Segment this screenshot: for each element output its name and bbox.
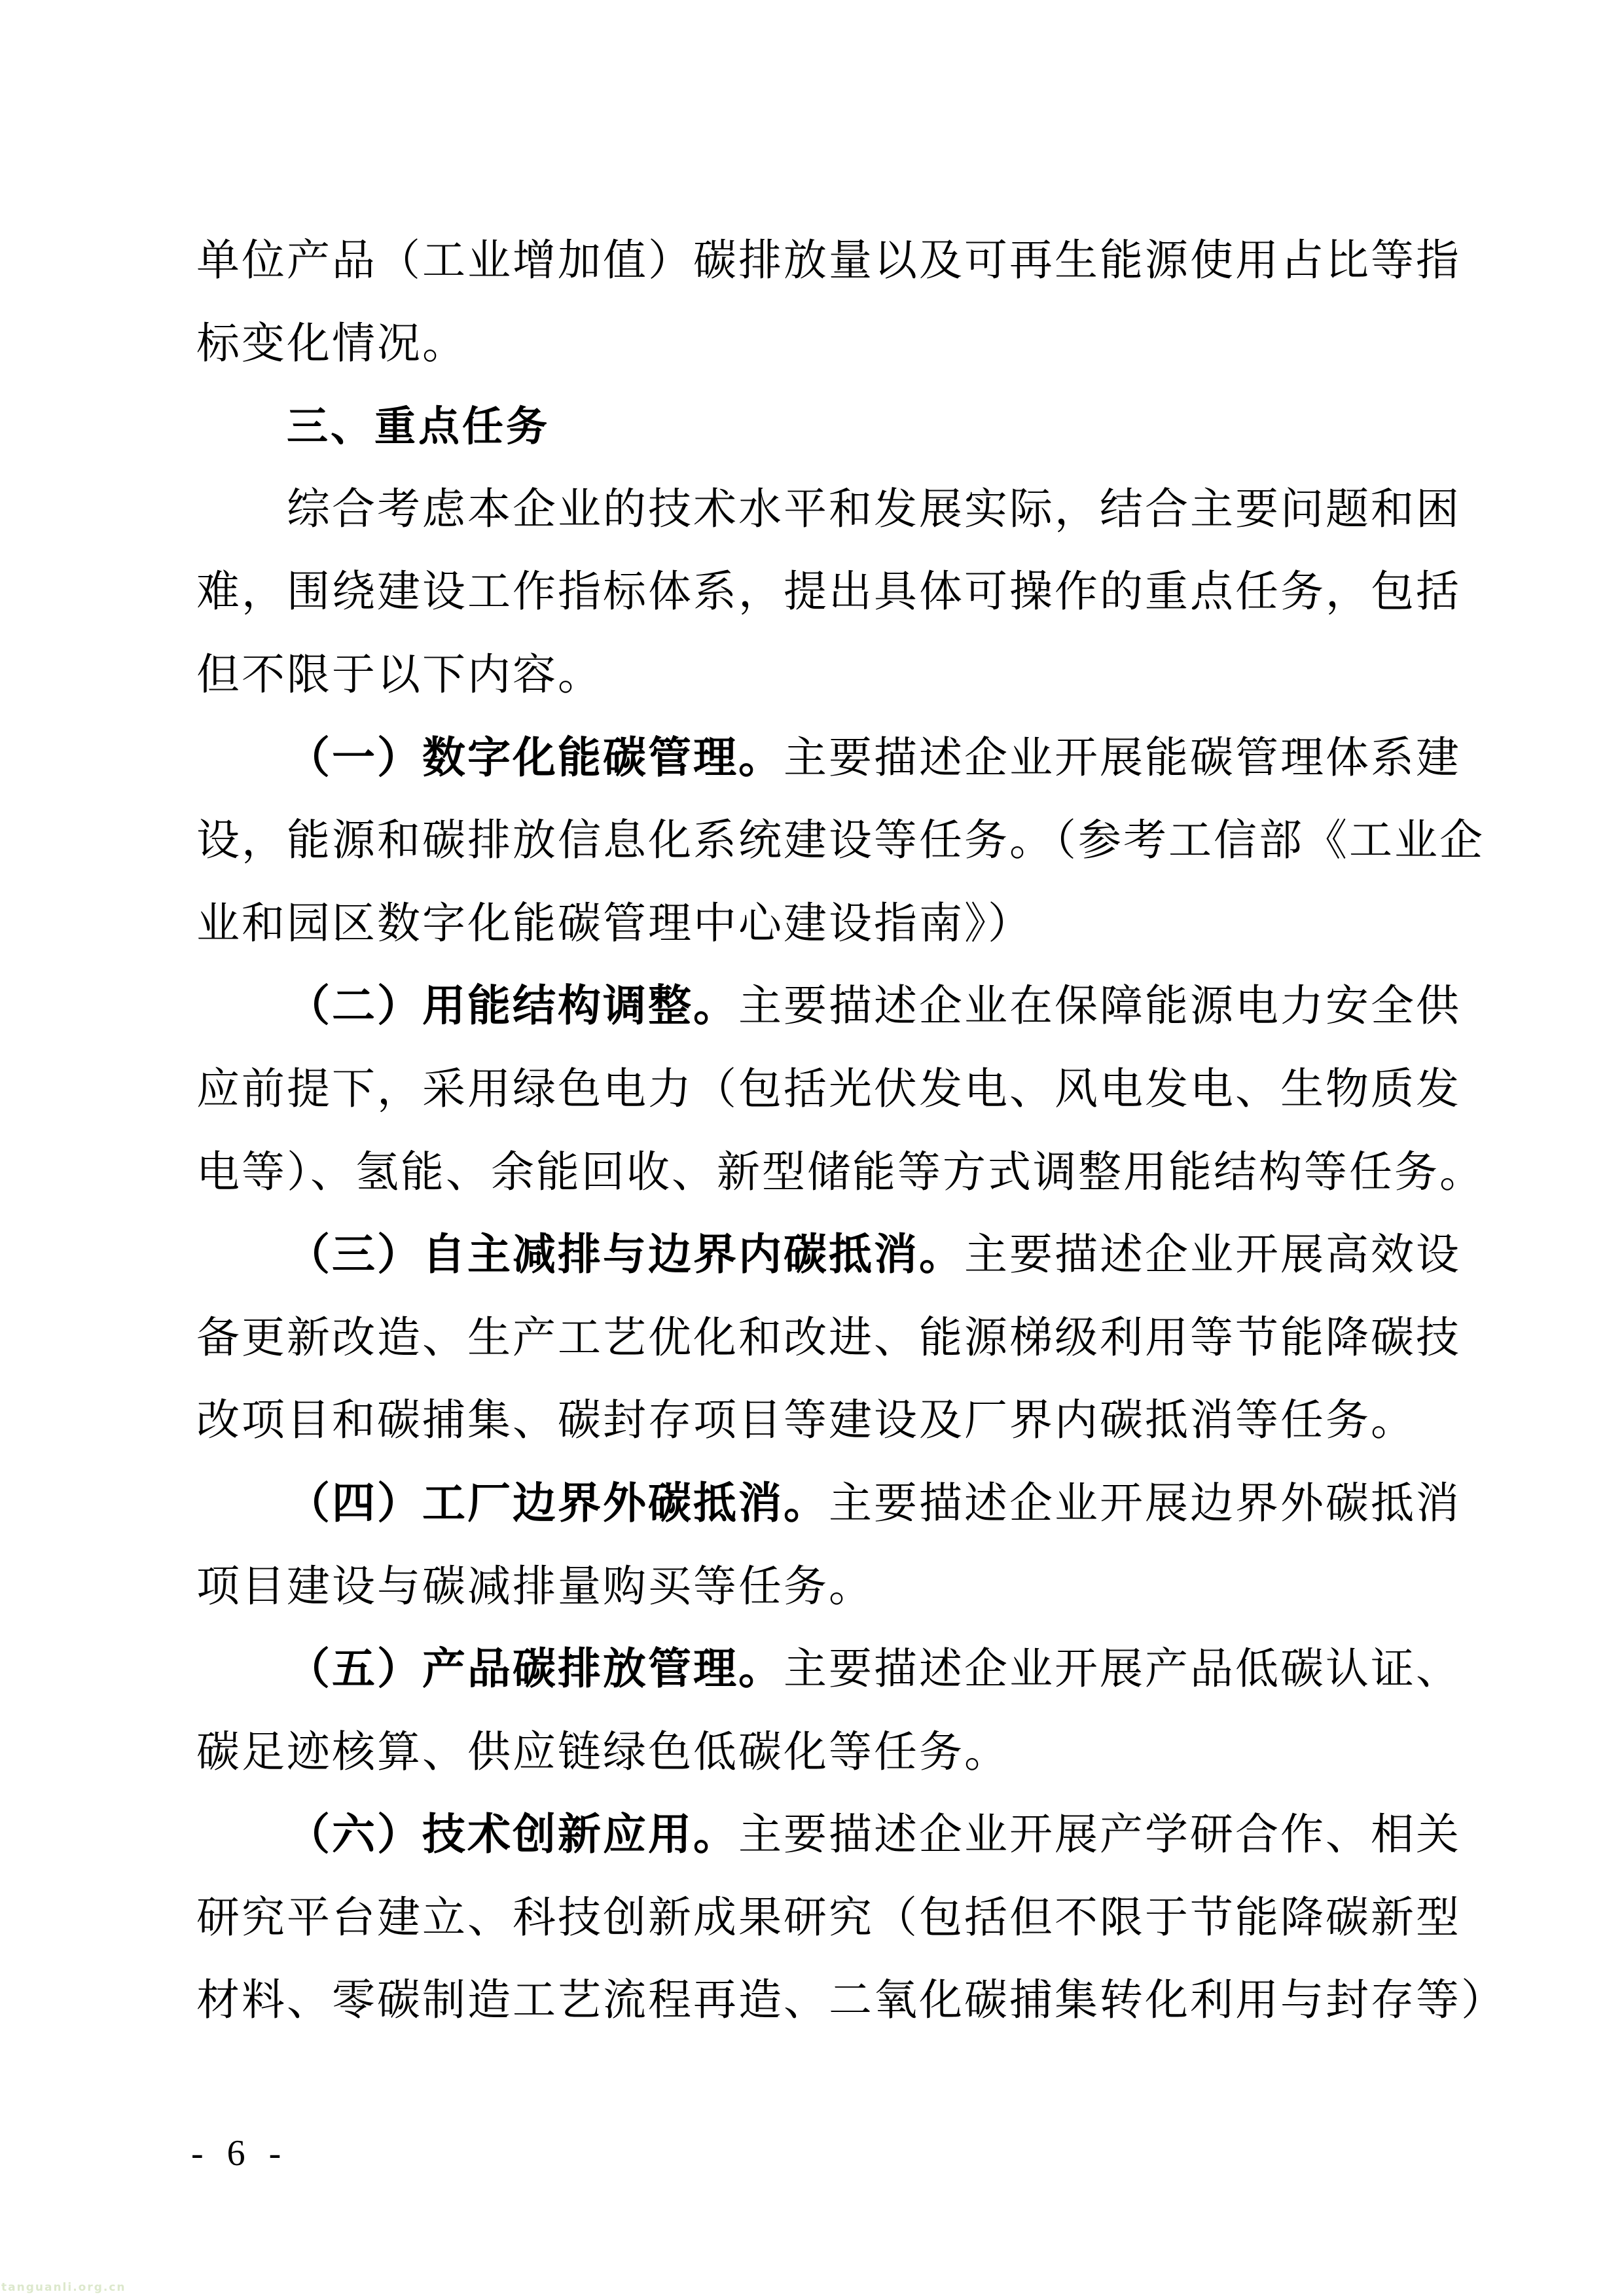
line-text: 主要描述企业开展边界外碳抵消 [829,1479,1461,1528]
text-line [196,1628,1461,1712]
text-line [196,1960,1506,2043]
text-line [196,1132,1485,1215]
line-text: 碳足迹核算、供应链绿色低碳化等任务。 [196,1728,1009,1776]
line-text: 主要描述企业开展能碳管理体系建 [784,734,1461,782]
text-line [196,1214,1461,1297]
text-line [196,1877,1461,1960]
paragraph-lead: （三）自主减排与边界内碳抵消。 [287,1231,964,1280]
section-heading [196,386,1435,469]
paragraph-lead: （二）用能结构调整。 [287,982,738,1031]
text-line [196,1463,1461,1546]
text-line [196,220,1461,303]
text-line [196,1297,1461,1380]
paragraph-lead: （一）数字化能碳管理。 [287,734,784,782]
line-text: 主要描述企业开展产品低碳认证、 [784,1645,1461,1694]
line-text: 电等）、氢能、余能回收、新型储能等方式调整用能结构等任务。 [196,1148,1485,1196]
text-line [196,1794,1461,1877]
document-body [196,220,1506,2043]
line-text: 标变化情况。 [196,319,467,368]
text-line [196,883,1435,966]
text-line [196,303,1435,386]
text-line [196,1546,1435,1629]
text-line [196,800,1485,883]
text-line [196,634,1435,717]
paragraph-lead: （四）工厂边界外碳抵消。 [287,1479,829,1528]
line-text: 综合考虑本企业的技术水平和发展实际，结合主要问题和困 [287,485,1461,533]
paragraph-lead: （六）技术创新应用。 [287,1811,738,1859]
line-text: 业和园区数字化能碳管理中心建设指南》） [196,899,1033,948]
line-text: 三、重点任务 [287,403,550,451]
line-text: 但不限于以下内容。 [196,651,603,699]
text-line [196,1712,1435,1795]
line-text: 设，能源和碳排放信息化系统建设等任务。（参考工信部《工业企 [196,817,1485,865]
watermark-text: tanguanli.org.cn [1,2281,126,2294]
paragraph-lead: （五）产品碳排放管理。 [287,1645,784,1694]
line-text: 材料、零碳制造工艺流程再造、二氧化碳捕集转化利用与封存等） [196,1977,1506,2025]
text-line [196,551,1461,634]
line-text: 备更新改造、生产工艺优化和改进、能源梯级利用等节能降碳技 [196,1314,1461,1362]
text-line [196,717,1461,800]
line-text: 单位产品（工业增加值）碳排放量以及可再生能源使用占比等指 [196,237,1461,285]
line-text: 难，围绕建设工作指标体系，提出具体可操作的重点任务，包括 [196,568,1461,617]
line-text: 项目建设与碳减排量购买等任务。 [196,1562,874,1611]
text-line [196,1049,1461,1132]
line-text: 应前提下，采用绿色电力（包括光伏发电、风电发电、生物质发 [196,1065,1461,1113]
line-text: 改项目和碳捕集、碳封存项目等建设及厂界内碳抵消等任务。 [196,1397,1416,1445]
line-text: 研究平台建立、科技创新成果研究（包括但不限于节能降碳新型 [196,1893,1461,1942]
line-text: 主要描述企业开展产学研合作、相关 [738,1811,1461,1859]
page-number: - 6 - [191,2133,289,2174]
text-line [196,1380,1435,1463]
line-text: 主要描述企业在保障能源电力安全供 [738,982,1461,1031]
line-text: 主要描述企业开展高效设 [964,1231,1461,1280]
text-line [196,469,1461,552]
text-line [196,965,1461,1049]
